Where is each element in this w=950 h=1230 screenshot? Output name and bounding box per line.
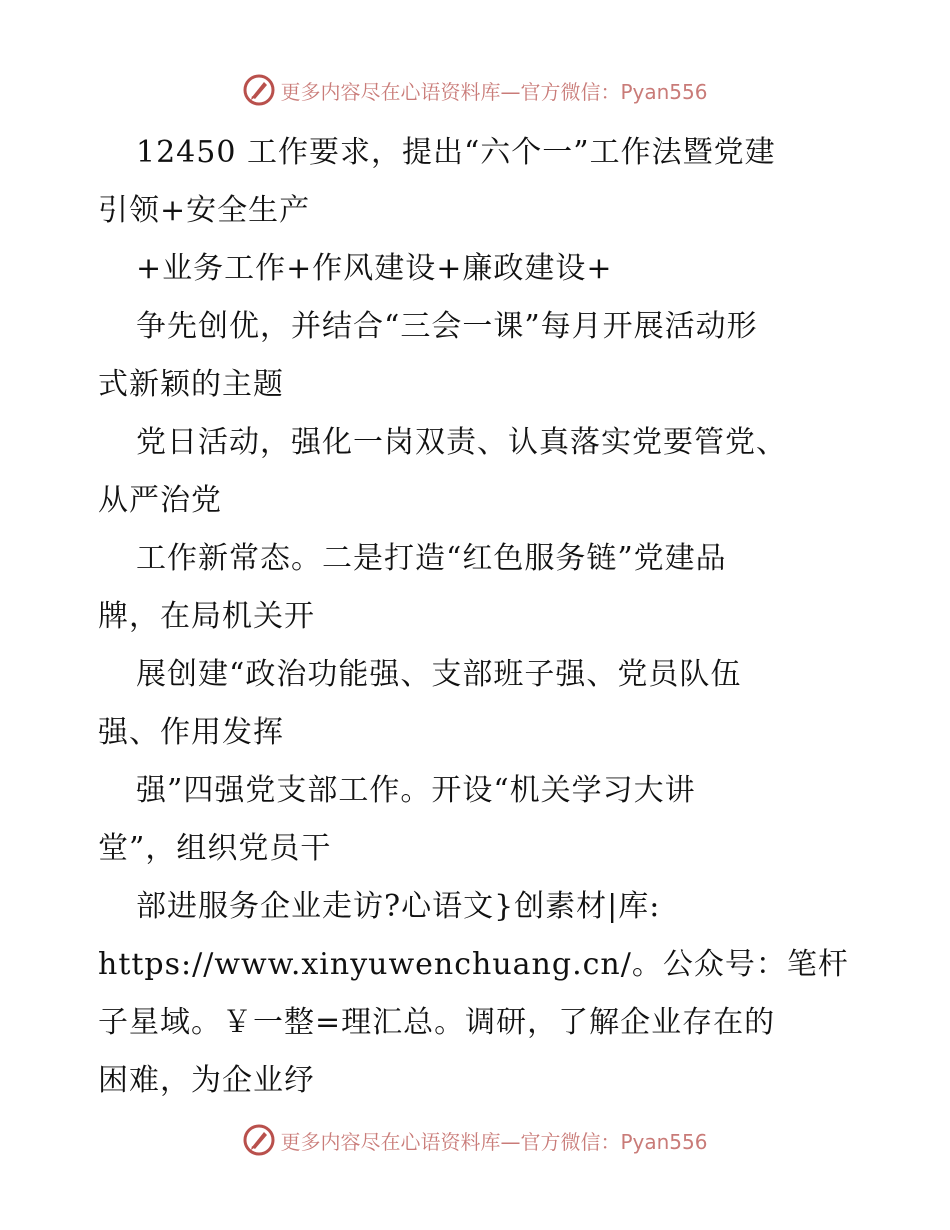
paragraph-line: +业务工作+作风建设+廉政建设+ bbox=[136, 251, 613, 286]
paragraph-line: 工作新常态。二是打造“红色服务链”党建品 bbox=[136, 541, 727, 576]
paragraph-line: 展创建“政治功能强、支部班子强、党员队伍 bbox=[136, 657, 742, 692]
seal-logo-icon bbox=[242, 1123, 276, 1157]
footer-text: 更多内容尽在心语资料库—官方微信：Pyan556 bbox=[280, 1129, 708, 1154]
header-banner bbox=[0, 70, 950, 110]
paragraph-line: 强、作用发挥 bbox=[98, 715, 284, 750]
header-banner-inner bbox=[242, 73, 707, 107]
paragraph-line: 12450 工作要求，提出“六个一”工作法暨党建 bbox=[136, 135, 776, 170]
paragraph-line: 引领+安全生产 bbox=[98, 193, 311, 228]
document-body bbox=[98, 124, 858, 1110]
paragraph-line: 部进服务企业走访?心语文}创素材|库: bbox=[136, 889, 661, 924]
paragraph-line: 式新颖的主题 bbox=[98, 367, 284, 402]
header-text: 更多内容尽在心语资料库—官方微信：Pyan556 bbox=[280, 79, 708, 104]
paragraph-line: 困难，为企业纾 bbox=[98, 1063, 315, 1098]
footer-banner bbox=[0, 1120, 950, 1160]
paragraph-line: https://www.xinyuwenchuang.cn/。公众号：笔杆 bbox=[98, 947, 849, 982]
paragraph-line: 争先创优，并结合“三会一课”每月开展活动形 bbox=[136, 309, 758, 344]
paragraph-line: 从严治党 bbox=[98, 483, 222, 518]
paragraph-line: 牌，在局机关开 bbox=[98, 599, 315, 634]
paragraph-line: 堂”，组织党员干 bbox=[98, 831, 332, 866]
footer-banner-inner bbox=[242, 1123, 707, 1157]
paragraph-line: 子星域。￥一整=理汇总。调研，了解企业存在的 bbox=[98, 1005, 776, 1040]
paragraph-line: 党日活动，强化一岗双责、认真落实党要管党、 bbox=[136, 425, 787, 460]
seal-logo-icon bbox=[242, 73, 276, 107]
paragraph-line: 强”四强党支部工作。开设“机关学习大讲 bbox=[136, 773, 696, 808]
